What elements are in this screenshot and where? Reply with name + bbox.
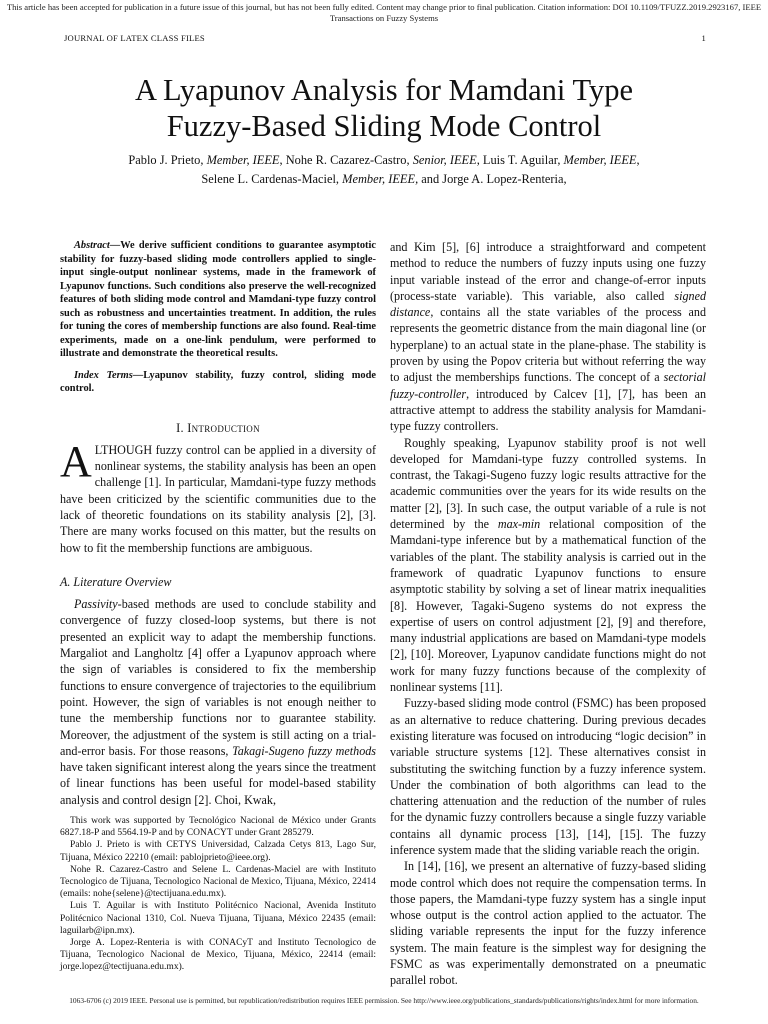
footnote: Pablo J. Prieto is with CETYS Universidad, Calzada Cetys 813, Lago Sur, Tijuana, México 22210 (email: pablojprieto@ieee.org). (60, 840, 376, 863)
notice-line-1: This article has been accepted for publication in a future issue of this journal, but has not been fully edited. Content may change prior to final publication. Citation information: DOI 10.1109/TFUZZ.2019.2923167, IEEE (6, 2, 762, 12)
body-paragraph: In [14], [16], we present an alternative of fuzzy-based sliding mode control which does not require the compensation terms. In those papers, the Mamdani-type fuzzy system has a single input whose output is the control action applied to the actuator. The sliding variable represents the input for the fuzzy inference system. The main feature is the simplest way for designing the FSMC as was experimentally demonstrated on a pneumatic parallel robot. (390, 859, 706, 988)
emphasis: Takagi-Sugeno fuzzy methods (232, 743, 376, 758)
paragraph-text: , contains all the state variables of the process and represents the geometric distance from the main diagonal line (or hyperplane) to an actual state in the plane-phase. The stability is proven by using the Popov criteria but without referring the way to adjust the memberships functions. The concept of a (390, 305, 706, 385)
page-number: 1 (701, 33, 706, 43)
intro-paragraph (60, 436, 376, 556)
index-terms-label: Index Terms (74, 369, 133, 381)
paper-title (0, 72, 768, 144)
paragraph-text: , introduced by Calcev [1], [7], has been an attractive attempt to address the stability analysis for Mamdani-type fuzzy controllers. (390, 386, 706, 434)
title-line-1: A Lyapunov Analysis for Mamdani Type (135, 73, 633, 107)
left-column (60, 239, 376, 808)
subsection-heading: A. Literature Overview (60, 574, 172, 589)
body-paragraph (390, 239, 706, 435)
paragraph-text: relational composition of the Mamdani-type inference but by a mathematical function of the variables of the plant. The stability analysis is carried out in the framework of quadratic Lyapunov functions to ensure asymptotic stability by solving a set of linear matrix inequalities [8]. However, Tagaki-Sugeno systems do not express the expertise of users on control adjustment [2], [9] and therefore, many industrial applications are based on Mamdani-type models [2], [10]. Moreover, Lyapunov candidate functions might do not work for many fuzzy functions because of the complexity of nonlinear systems [11]. (390, 517, 706, 695)
author-name: Luis T. Aguilar, (482, 153, 561, 167)
paragraph-text: Roughly speaking, Lyapunov stability proof is not well developed for Mamdani-type fuzzy controlled systems. In contrast, the Takagi-Sugeno fuzzy logic results attractive for the academic communities over the years for its wide results on the matter [2], [3]. In such case, the output variable of a rule is not determined by the (390, 435, 706, 532)
paragraph-text: and Kim [5], [6] introduce a straightforward and competent method to reduce the numbers of fuzzy inputs using one fuzzy input variable instead of the error and change-of-error inputs (process-state variable). This variable, also called (390, 240, 706, 303)
emphasis: Passivity (74, 597, 118, 612)
footnote: Luis T. Aguilar is with Instituto Politécnico Nacional, Avenida Instituto Politécnico Nacional 1310, Col. Nueva Tijuana, Tijuana, México 22435 (email: laguilarb@ipn.mx). (60, 901, 376, 936)
body-paragraph (390, 435, 706, 696)
author-role: Member, IEEE (206, 153, 280, 167)
index-terms-text: —Lyapunov stability, fuzzy control, sliding mode control. (60, 369, 376, 394)
footnote: Nohe R. Cazarez-Castro and Selene L. Cardenas-Maciel are with Instituto Tecnologico de Tijuana, Tecnologico Nacional de Mexico, Tijuana, México, 22414 (emails: nohe{selene}@tectijuana.edu.mx). (60, 864, 376, 900)
emphasis: signed distance (390, 288, 706, 320)
emphasis: sectorial fuzzy-controller (390, 370, 706, 401)
author-role: Member, IEEE (563, 153, 637, 167)
author-role: Senior, IEEE (412, 153, 477, 167)
intro-text: LTHOUGH fuzzy control can be applied in a diversity of nonlinear systems, the stability analysis has been an open challenge [1]. In particular, Mamdani-type fuzzy methods have been criticized by the scientific communities due to the lack of theoretic foundations on its stability analysis [2], [3]. There are many works focused on this matter, but the results on how to fit the membership functions are ambiguous. (60, 442, 376, 555)
notice-line-2: Transactions on Fuzzy Systems (329, 13, 439, 23)
author-role: Member, IEEE, (342, 171, 419, 186)
section-title: Introduction (187, 420, 260, 435)
author-name: Selene L. Cardenas-Maciel, (201, 171, 340, 186)
emphasis: max-min (497, 517, 541, 532)
paragraph-text: -based methods are used to conclude stability and convergence of fuzzy closed-loop systems, but there is not presented an explicit way to adapt the membership functions. Margaliot and Langholtz [4] offer a Lyapunov approach where the sign of variables is considered to fix the membership functions to ensure convergence of trajectories to the equilibrium point. However, the sign of variables is not enough neither to tune the membership functions nor to guarantee stability. Moreover, the adjustment of the system is still acting on a trial-and-error basis. For those reasons, (60, 597, 376, 758)
literature-paragraph (60, 596, 376, 808)
abstract-text: —We derive sufficient conditions to guarantee asymptotic stability for fuzzy-based sliding mode controllers applied to single-input single-output nonlinear systems, made in the framework of Lyapunov functions. Such conditions also preserve the well-recognized features of both sliding mode control and Mamdani-type fuzzy control such as robustness and uncertainties treatment. In addition, the rules for tuning the cores of membership functions are also found. Real-time experiments, made on a one-link pendulum, were performed to illustrate and demonstrate the theoretical results. (60, 240, 376, 359)
author-name: Nohe R. Cazarez-Castro, (285, 153, 410, 167)
paragraph-text: have taken significant interest along the years since the treatment of linear functions has been useful for model-based stability analysis and control design [2]. Choi, Kwak, (60, 760, 376, 807)
drop-cap: A (60, 436, 92, 486)
footnote: Jorge A. Lopez-Renteria is with CONACyT and Instituto Tecnologico de Tijuana, Tecnologico Nacional de Mexico, Tijuana, México, 22414 (email: jorge.lopez@tectijuana.edu.mx). (60, 938, 376, 973)
publication-notice (0, 2, 768, 24)
footnotes (60, 815, 376, 974)
section-heading-introduction (60, 420, 376, 436)
abstract (60, 239, 376, 361)
running-header (64, 33, 706, 43)
author-list: Pablo J. Prieto, Member, IEEE, Nohe R. Cazarez-Castro, Senior, IEEE, Luis T. Aguilar, Member, IEEE, Selene L. Cardenas-Maciel, Member, IEEE, and Jorge A. Lopez-Renteria, (128, 153, 640, 186)
section-number: I. (176, 420, 184, 435)
title-line-2: Fuzzy-Based Sliding Mode Control (166, 109, 602, 143)
author-name: and Jorge A. Lopez-Renteria, (421, 171, 567, 186)
running-head: JOURNAL OF LATEX CLASS FILES (64, 33, 205, 43)
abstract-label: Abstract (74, 240, 110, 251)
copyright-footer: 1063-6706 (c) 2019 IEEE. Personal use is permitted, but republication/redistribution requires IEEE permission. See http://www.ieee.org/publications_standards/publications/rights/index.html for more information. (69, 996, 699, 1005)
right-column (390, 239, 706, 989)
footnote: This work was supported by Tecnológico Nacional de México under Grants 6827.18-P and 5564.19-P and by CONACYT under Grant 285279. (60, 816, 376, 839)
author-name: Pablo J. Prieto, (128, 153, 204, 167)
body-paragraph: Fuzzy-based sliding mode control (FSMC) has been proposed as an alternative to reduce chattering. During previous decades existing literature was focused on introducing “logic decision” in variable structure systems [12]. These alternatives consist in substituting the switching function by a fuzzy inference system. Under the combination of both algorithms can lead to the chattering attenuation and the reduction of the number of rules for the dynamic fuzzy controllers because a single fuzzy variable contains all dynamic process [13], [14], [15]. The fuzzy inference system made that the sliding variable reach the origin. (390, 696, 706, 857)
index-terms (60, 369, 376, 396)
